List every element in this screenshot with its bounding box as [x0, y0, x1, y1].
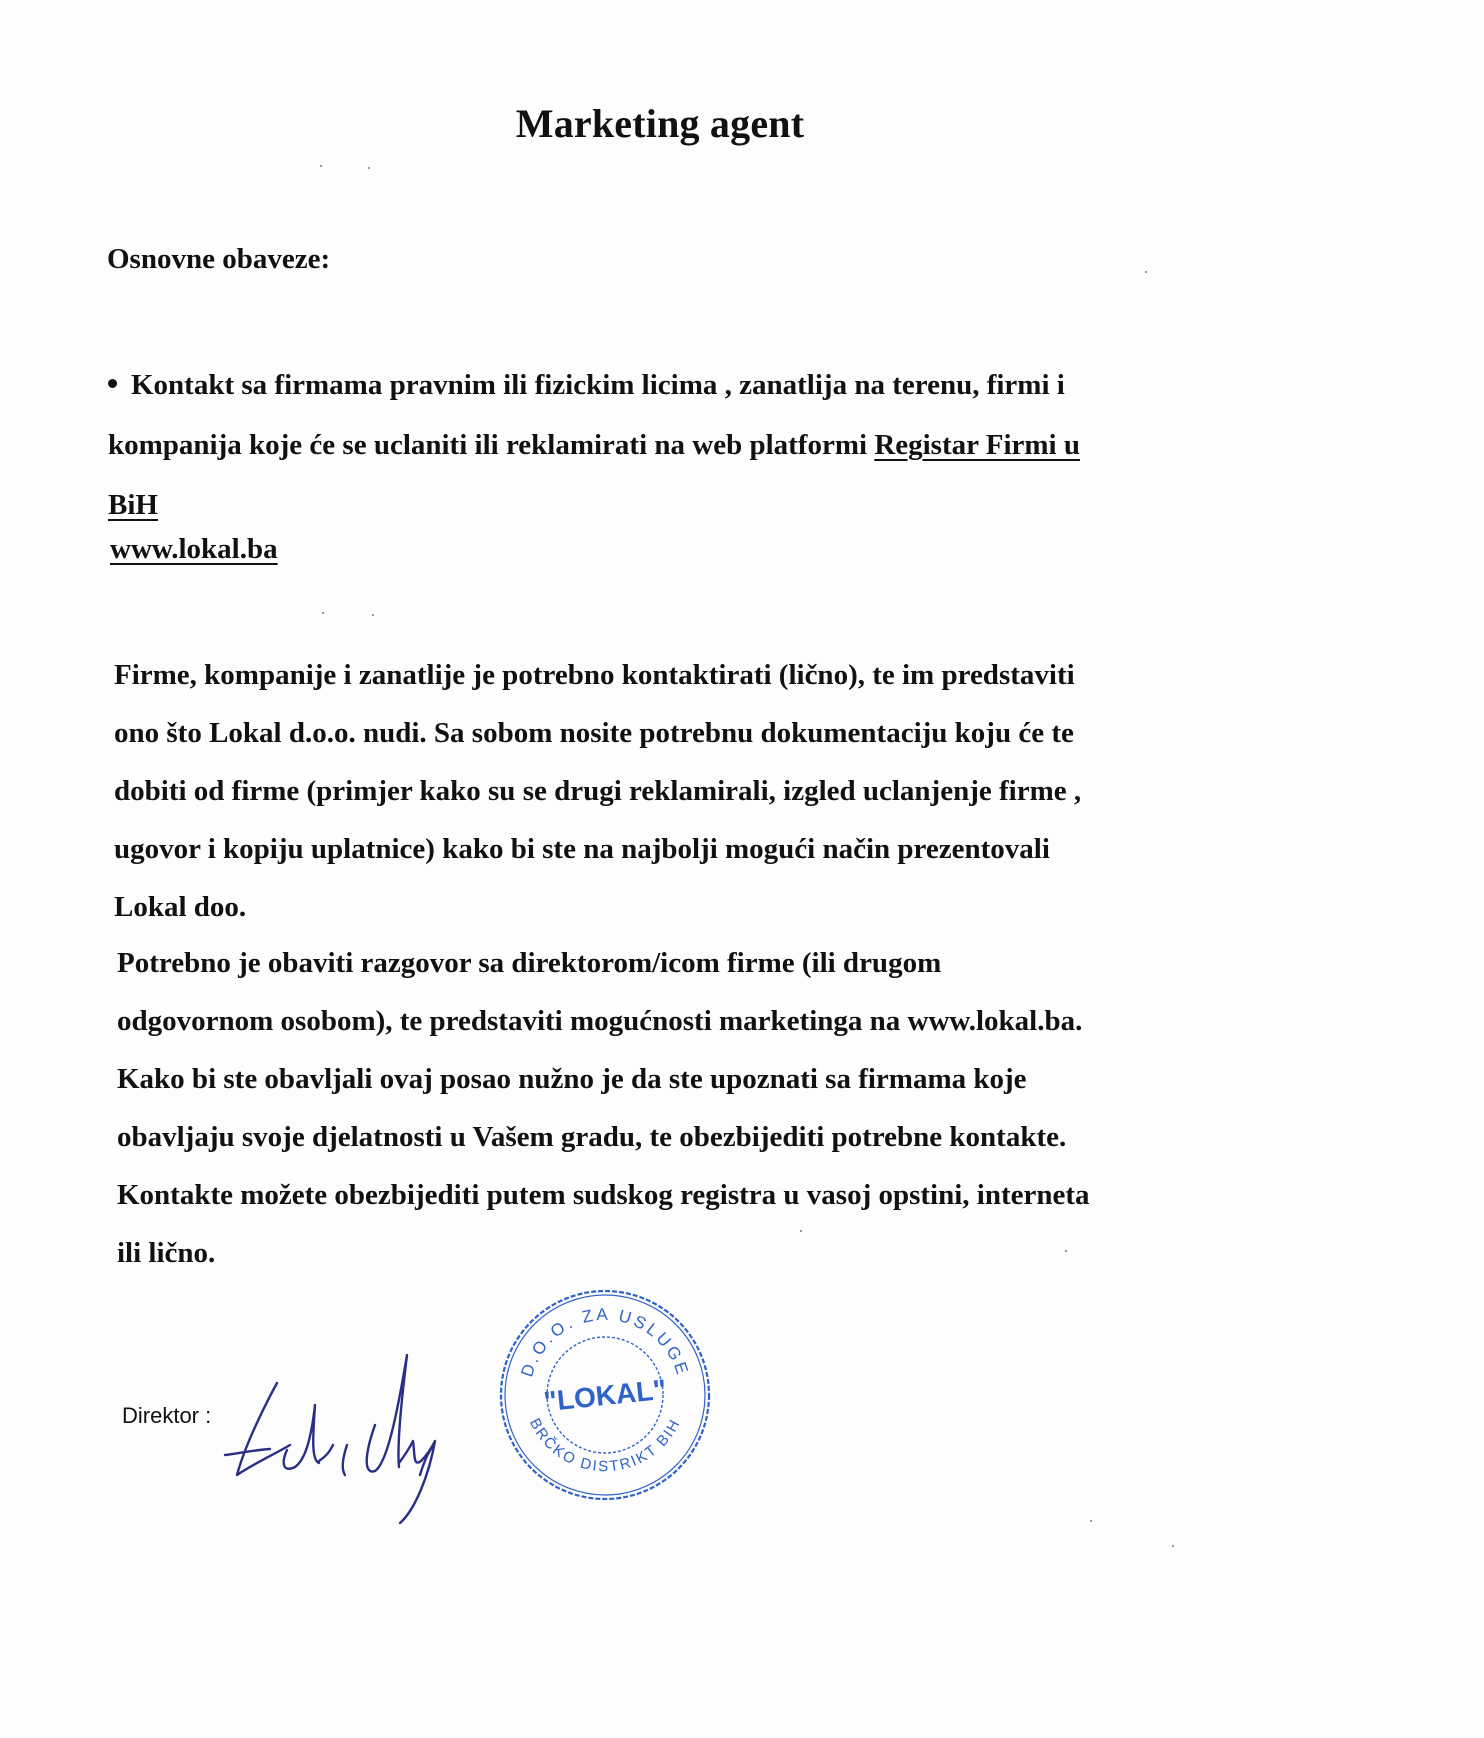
paragraph-line: odgovornom osobom), te predstaviti mogućnosti marketinga na www.lokal.ba. — [117, 1005, 1083, 1037]
paragraph-contact-firms — [114, 646, 1224, 936]
bullet-line-2: kompanija koje će se uclaniti ili reklamirati na web platformi — [108, 429, 875, 461]
bullet-line-1: Kontakt sa firmama pravnim ili fizickim licima , zanatlija na terenu, firmi i — [131, 369, 1065, 401]
stamp-top-text: D.O.O. ZA USLUGE — [517, 1304, 693, 1380]
scan-speck — [1172, 1545, 1174, 1547]
registar-firmi-link[interactable]: Registar Firmi u — [874, 429, 1080, 461]
paragraph-line: ili lično. — [117, 1237, 216, 1269]
document-title: Marketing agent — [515, 101, 805, 146]
svg-text:BRČKO DISTRIKT BIH — [526, 1416, 684, 1476]
paragraph-line: Kako bi ste obavljali ovaj posao nužno je da ste upoznati sa firmama koje — [117, 1063, 1027, 1095]
registar-firmi-link-continued[interactable]: BiH — [108, 489, 158, 521]
bullet-dot-icon — [108, 379, 117, 388]
stamp-bottom-text: BRČKO DISTRIKT BIH — [525, 1415, 685, 1476]
paragraph-line: Kontakte možete obezbijediti putem sudskog registra u vasoj opstini, interneta — [117, 1179, 1090, 1211]
director-label: Direktor : — [122, 1403, 212, 1428]
stamp-center-text: "LOKAL" — [542, 1373, 668, 1418]
scan-speck — [1145, 271, 1147, 273]
company-stamp-image — [492, 1282, 718, 1508]
paragraph-line: obavljaju svoje djelatnosti u Vašem gradu, te obezbijediti potrebne kontakte. — [117, 1121, 1067, 1153]
paragraph-line: dobiti od firme (primjer kako su se drugi reklamirali, izgled uclanjenje firme , — [114, 775, 1082, 807]
scan-speck — [320, 165, 322, 167]
paragraph-line: Lokal doo. — [114, 891, 247, 923]
scan-speck — [800, 1230, 802, 1232]
paragraph-line: ugovor i kopiju uplatnice) kako bi ste na najbolji mogući način prezentovali — [114, 833, 1050, 865]
scan-speck — [368, 167, 370, 169]
scan-speck — [322, 612, 324, 614]
paragraph-director-meeting — [117, 934, 1247, 1282]
paragraph-line: Potrebno je obaviti razgovor sa direktorom/icom firme (ili drugom — [117, 947, 942, 979]
bullet-item — [108, 355, 1228, 535]
website-link[interactable]: www.lokal.ba — [110, 533, 278, 565]
signature-image — [215, 1345, 475, 1525]
scan-speck — [372, 614, 374, 616]
paragraph-line: ono što Lokal d.o.o. nudi. Sa sobom nosite potrebnu dokumentaciju koju će te — [114, 717, 1074, 749]
section-heading: Osnovne obaveze: — [107, 243, 331, 275]
scan-speck — [1090, 1520, 1092, 1522]
scan-speck — [1065, 1250, 1067, 1252]
paragraph-line: Firme, kompanije i zanatlije je potrebno kontaktirati (lično), te im predstaviti — [114, 659, 1075, 691]
